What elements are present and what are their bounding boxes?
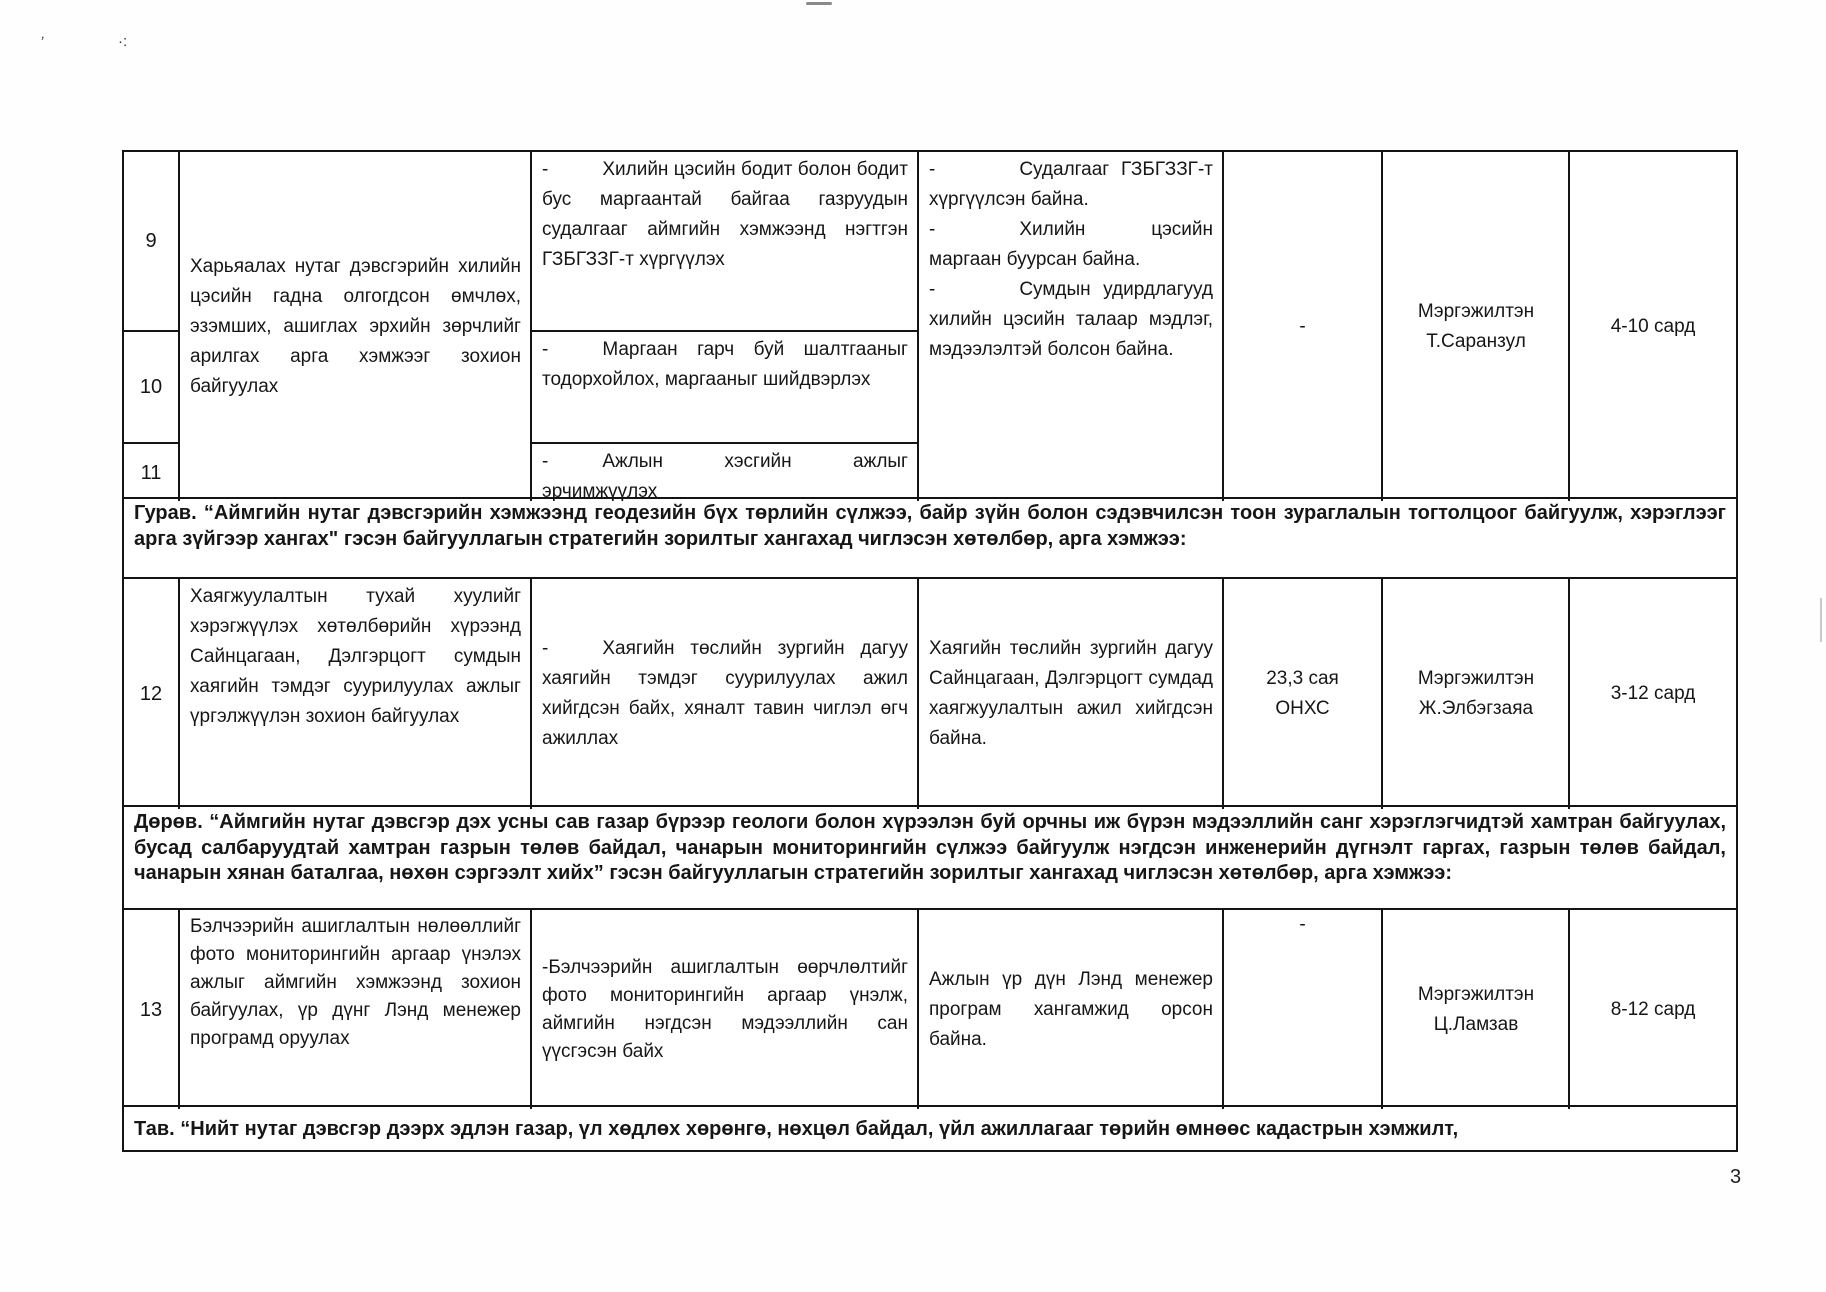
- section-three-header: [122, 497, 1738, 579]
- result-cell: [919, 152, 1224, 501]
- row-number-10: [124, 332, 180, 444]
- row-number-text: 12: [139, 683, 163, 705]
- section-five-text: Тав. “Нийт нутаг дэвсгэр дээрх эдлэн газар, үл хөдлөх хөрөнгө, нөхцөл байдал, үйл ажиллагааг төрийн өмнөөс кадастрын хэмжилт,: [134, 1118, 1459, 1140]
- activity-bullet: [542, 155, 908, 275]
- bullet-dash: -: [542, 638, 549, 659]
- responsible-text: Мэргэжилтэн Т.Саранзул: [1417, 300, 1535, 352]
- activity-text: Хилийн цэсийн бодит болон бодит бус маргаантай байгаа газруудын судалгааг аймгийн хэмжээнд нэгтгэн ГЗБГЗЗГ-т хүргүүлэх: [542, 159, 908, 270]
- row-number-text: 9: [145, 230, 157, 252]
- objective-cell: [180, 152, 532, 501]
- timeline-cell: [1570, 152, 1736, 501]
- result-bullet: [929, 155, 1213, 215]
- responsible-cell: [1383, 579, 1570, 809]
- activity-cell-3: [532, 444, 919, 501]
- objective-text: Бэлчээрийн ашиглалтын нөлөөллийг фото мониторингийн аргаар үнэлэх ажлыг аймгийн хэмжээнд зохион байгуулах, үр дүнг Лэнд менежер програмд оруулах: [190, 916, 521, 1049]
- activity-text: Хаягийн төслийн зургийн дагуу хаягийн тэмдэг суурилуулах ажил хийгдсэн байх, хяналт тавин чиглэл өгч ажиллах: [542, 638, 908, 749]
- row-number-text: 11: [140, 461, 162, 484]
- table-block-rows-9-11: [122, 150, 1738, 502]
- activity-text: -Бэлчээрийн ашиглалтын өөрчлөлтийг фото мониторингийн аргаар үнэлж, аймгийн нэгдсэн мэдээллийн сан үүсгэсэн байх: [542, 956, 908, 1062]
- budget-text: -: [1299, 315, 1306, 337]
- responsible-text: Мэргэжилтэн Ц.Ламзав: [1417, 983, 1535, 1035]
- section-four-text: Дөрөв. “Аймгийн нутаг дэвсгэр дэх усны сав газар бүрээр геологи болон хүрээлэн буй орчны иж бүрэн мэдээллийн санг хэрэглэгчидтэй хамтран байгуулах, бусад салбаруудтай хамтран газрын төлөв байдал, чанарын мониторингийн сүлжээ байгуулж нэгдсэн инженерийн дүгнэлт гаргах, газрын төлөв байдал, чанарын хянан баталгаа, нөхөн сэргээлт хийх” гэсэн байгууллагын стратегийн зорилтыг хангахад чиглэсэн хөтөлбөр, арга хэмжээ:: [134, 811, 1726, 884]
- objective-cell: [180, 910, 532, 1109]
- result-cell: [919, 579, 1224, 809]
- row-number-13: [124, 910, 180, 1109]
- responsible-text: Мэргэжилтэн Ж.Элбэгзаяа: [1417, 668, 1535, 719]
- bullet-dash: -: [929, 279, 936, 300]
- responsible-cell: [1383, 910, 1570, 1109]
- objective-text: Харьяалах нутаг дэвсгэрийн хилийн цэсийн гадна олгогдсон өмчлөх, эзэмших, ашиглах эрхийн зөрчлийг арилгах арга хэмжээг зохион байгуулах: [190, 255, 521, 397]
- section-three-text: Гурав. “Аймгийн нутаг дэвсгэрийн хэмжээнд геодезийн бүх төрлийн сүлжээ, байр зүйн болон сэдэвчилсэн тоон зураглалын тогтолцоог байгуулж, хэрэглээг арга зүйгээр хангах" гэсэн байгууллагын стратегийн зорилтыг хангахад чиглэсэн хөтөлбөр, арга хэмжээ:: [134, 502, 1726, 550]
- bullet-dash: -: [542, 451, 549, 472]
- timeline-text: 8-12 сард: [1610, 998, 1696, 1020]
- activity-bullet: [542, 634, 908, 754]
- row-number-9: [124, 152, 180, 332]
- row-number-12: [124, 579, 180, 809]
- result-bullet: [929, 215, 1213, 275]
- timeline-text: 4-10 сард: [1610, 315, 1696, 337]
- scan-artifact-mark: ·:: [118, 33, 128, 50]
- section-five-header: [122, 1105, 1738, 1152]
- budget-text: -: [1299, 914, 1306, 935]
- activity-text: Ажлын хэсгийн ажлыг эрчимжүүлэх: [542, 451, 908, 502]
- bullet-dash: -: [542, 159, 549, 180]
- result-bullet: [929, 275, 1213, 365]
- bullet-dash: -: [929, 159, 936, 180]
- budget-cell: [1224, 152, 1383, 501]
- responsible-cell: [1383, 152, 1570, 501]
- bullet-dash: -: [542, 339, 549, 360]
- bullet-dash: -: [929, 219, 936, 240]
- document-table: [122, 150, 1738, 1152]
- result-text: Сумдын удирдлагууд хилийн цэсийн талаар мэдлэг, мэдээлэлтэй болсон байна.: [929, 279, 1213, 360]
- timeline-cell: [1570, 579, 1736, 809]
- activity-cell: [532, 910, 919, 1109]
- activity-text: Маргаан гарч буй шалтгааныг тодорхойлох, маргааныг шийдвэрлэх: [542, 339, 908, 390]
- timeline-text: 3-12 сард: [1610, 683, 1696, 704]
- timeline-cell: [1570, 910, 1736, 1109]
- activity-cell: [532, 579, 919, 809]
- table-row-13: [122, 908, 1738, 1107]
- result-text: Хилийн цэсийн маргаан буурсан байна.: [929, 219, 1213, 270]
- activity-cell-1: [532, 152, 919, 332]
- scan-artifact-mark: ’: [38, 33, 46, 52]
- result-cell: [919, 910, 1224, 1109]
- budget-text: 23,3 сая ОНХС: [1266, 668, 1339, 719]
- row-number-11: [124, 444, 180, 501]
- objective-text: Хаягжуулалтын тухай хуулийг хэрэгжүүлэх хөтөлбөрийн хүрээнд Сайнцагаан, Дэлгэрцогт сумдын хаягийн тэмдэг суурилуулах ажлыг үргэлжүүлэн зохион байгуулах: [190, 586, 521, 727]
- row-number-text: 10: [139, 376, 163, 398]
- page-number: 3: [1730, 1166, 1742, 1188]
- budget-cell: [1224, 910, 1383, 1109]
- scan-artifact-dash: [806, 2, 832, 5]
- table-row-12: [122, 577, 1738, 807]
- activity-bullet: [542, 447, 908, 507]
- scan-artifact-edge: [1820, 598, 1822, 642]
- result-text: Ажлын үр дүн Лэнд менежер програм хангамжид орсон байна.: [929, 968, 1213, 1050]
- activity-cell-2: [532, 332, 919, 444]
- row-number-text: 13: [139, 998, 163, 1021]
- result-text: Хаягийн төслийн зургийн дагуу Сайнцагаан, Дэлгэрцогт сумдад хаягжуулалтын ажил хийгдсэн байна.: [929, 638, 1213, 749]
- section-four-header: [122, 805, 1738, 910]
- result-text: Судалгааг ГЗБГЗЗГ-т хүргүүлсэн байна.: [929, 159, 1213, 210]
- budget-cell: [1224, 579, 1383, 809]
- activity-bullet: [542, 335, 908, 395]
- objective-cell: [180, 579, 532, 809]
